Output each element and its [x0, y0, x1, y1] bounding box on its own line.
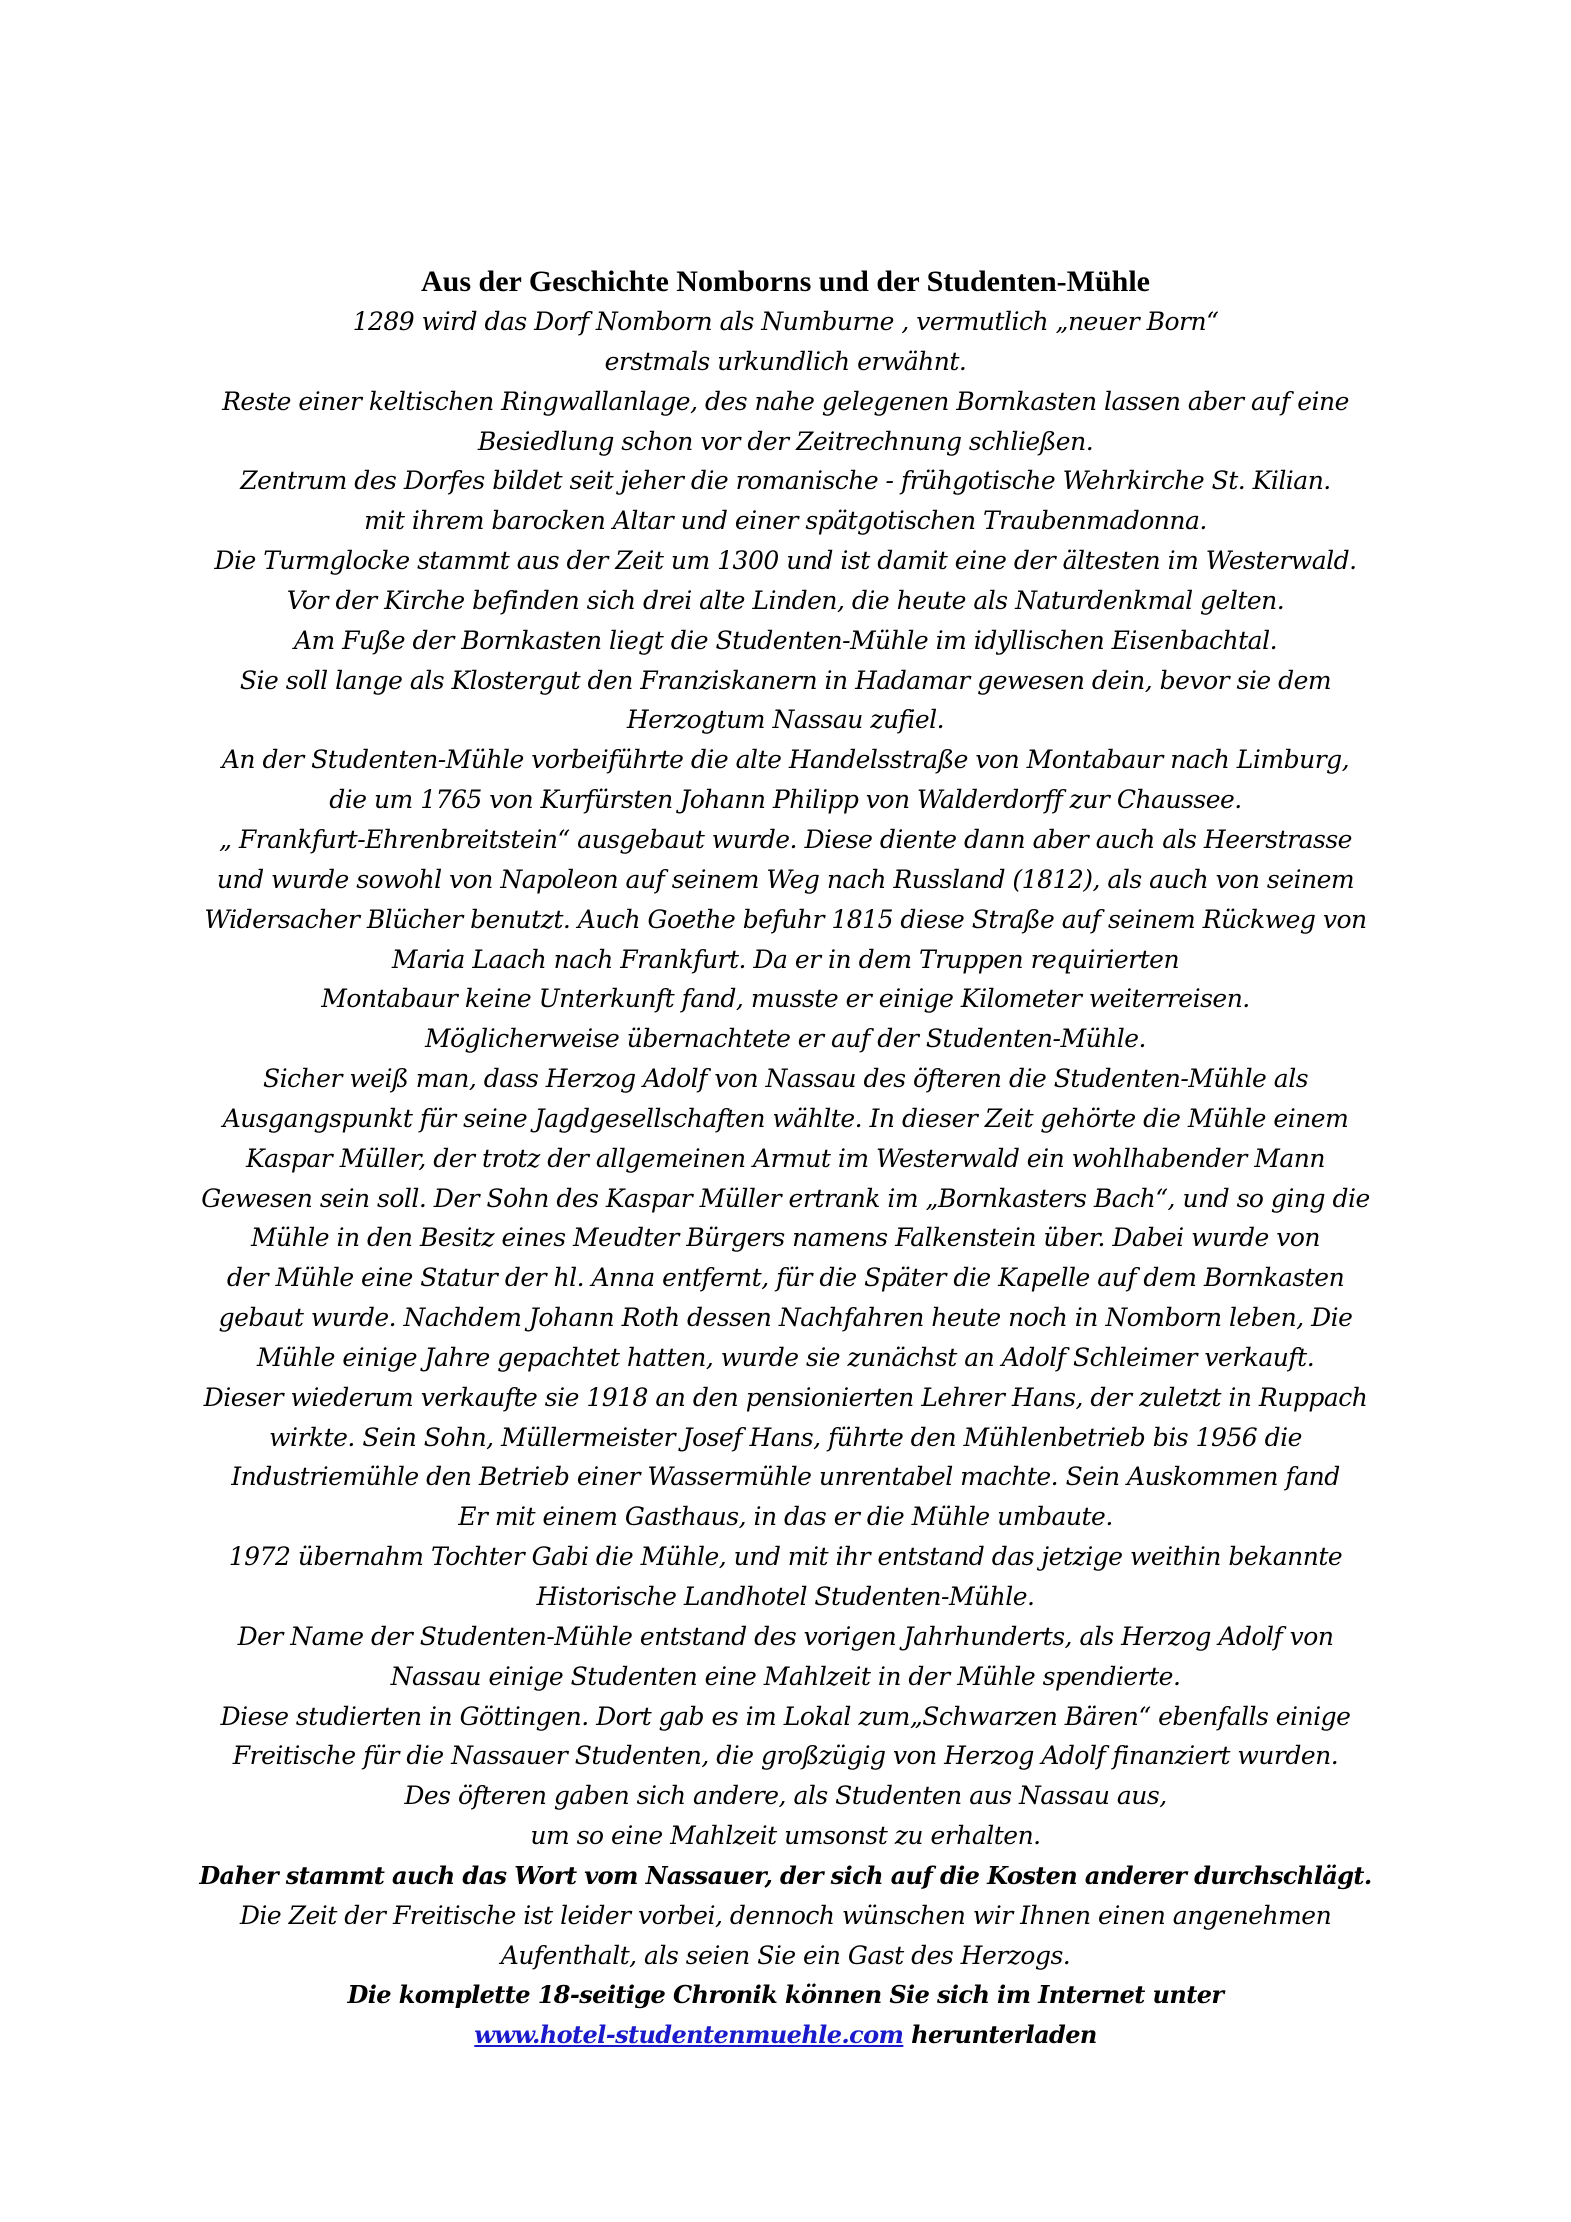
text-line: 1289 wird das Dorf Nomborn als Numburne , vermutlich „neuer Born“: [352, 307, 1219, 336]
download-suffix: herunterladen: [903, 2020, 1097, 2050]
text-line: Sie soll lange als Klostergut den Franziskanern in Hadamar gewesen dein, bevor sie dem: [239, 665, 1332, 695]
chronicle-note: Die komplette 18-seitige Chronik können Sie sich im Internet unter: [347, 1980, 1224, 2010]
text-line: Herzogtum Nassau zufiel.: [626, 705, 945, 735]
text-line: mit ihrem barocken Altar und einer spätgotischen Traubenmadonna.: [364, 506, 1207, 536]
text-line: Möglicherweise übernachtete er auf der Studenten-Mühle.: [424, 1024, 1147, 1054]
text-line: erstmals urkundlich erwähnt.: [604, 346, 967, 376]
text-line: Freitische für die Nassauer Studenten, die großzügig von Herzog Adolf finanziert wurden.: [232, 1741, 1339, 1771]
text-line: Die Turmglocke stammt aus der Zeit um 1300 und ist damit eine der ältesten im Westerwald.: [214, 546, 1357, 576]
text-line: Kaspar Müller, der trotz der allgemeinen Armut im Westerwald ein wohlhabender Mann: [245, 1143, 1325, 1173]
text-line: Mühle einige Jahre gepachtet hatten, wurde sie zunächst an Adolf Schleimer verkauft.: [256, 1342, 1315, 1372]
text-line: An der Studenten-Mühle vorbeiführte die alte Handelsstraße von Montabaur nach Limburg,: [221, 745, 1350, 775]
text-line: Aufenthalt, als seien Sie ein Gast des Herzogs.: [500, 1940, 1071, 1970]
text-line: Sicher weiß man, dass Herzog Adolf von Nassau des öfteren die Studenten-Mühle als: [262, 1064, 1309, 1094]
text-line: Industriemühle den Betrieb einer Wassermühle unrentabel machte. Sein Auskommen fand: [231, 1462, 1340, 1492]
history-text: [150, 302, 1421, 1856]
text-line: Montabaur keine Unterkunft fand, musste er einige Kilometer weiterreisen.: [321, 984, 1250, 1014]
text-line: Er mit einem Gasthaus, in das er die Mühle umbaute.: [458, 1502, 1113, 1532]
text-line: Der Name der Studenten-Mühle entstand des vorigen Jahrhunderts, als Herzog Adolf von: [237, 1621, 1334, 1651]
text-line: „ Frankfurt-Ehrenbreitstein“ ausgebaut wurde. Diese diente dann aber auch als Heerstrasse: [219, 824, 1352, 854]
document-body: [150, 262, 1421, 2055]
text-line: Die Zeit der Freitische ist leider vorbei, dennoch wünschen wir Ihnen einen angenehmen: [239, 1900, 1332, 1930]
text-line: 1972 übernahm Tochter Gabi die Mühle, und mit ihr entstand das jetzige weithin bekannte: [228, 1542, 1343, 1572]
text-line: um so eine Mahlzeit umsonst zu erhalten.: [530, 1821, 1041, 1851]
text-line: Am Fuße der Bornkasten liegt die Studenten-Mühle im idyllischen Eisenbachtal.: [293, 625, 1278, 655]
text-line: Ausgangspunkt für seine Jagdgesellschaften wählte. In dieser Zeit gehörte die Mühle einem: [222, 1103, 1349, 1133]
website-link[interactable]: www.hotel-studentenmuehle.com: [474, 2020, 904, 2050]
text-line: Nassau einige Studenten eine Mahlzeit in der Mühle spendierte.: [390, 1661, 1181, 1691]
text-line: und wurde sowohl von Napoleon auf seinem Weg nach Russland (1812), als auch von seinem: [216, 864, 1355, 894]
text-line: gebaut wurde. Nachdem Johann Roth dessen Nachfahren heute noch in Nomborn leben, Die: [218, 1303, 1353, 1333]
text-line: die um 1765 von Kurfürsten Johann Philipp von Walderdorff zur Chaussee.: [329, 785, 1242, 815]
text-line: Reste einer keltischen Ringwallanlage, des nahe gelegenen Bornkasten lassen aber auf eine: [222, 386, 1349, 416]
text-line: Besiedlung schon vor der Zeitrechnung schließen.: [477, 426, 1094, 456]
text-line: Mühle in den Besitz eines Meudter Bürgers namens Falkenstein über. Dabei wurde von: [250, 1223, 1321, 1253]
text-line: Zentrum des Dorfes bildet seit jeher die romanische - frühgotische Wehrkirche St. Kilian.: [240, 466, 1331, 496]
text-line: wirkte. Sein Sohn, Müllermeister Josef Hans, führte den Mühlenbetrieb bis 1956 die: [269, 1422, 1302, 1452]
closing-text: [150, 1896, 1421, 1976]
text-line: Gewesen sein soll. Der Sohn des Kaspar Müller ertrank im „Bornkasters Bach“, und so ging die: [201, 1183, 1370, 1213]
download-line: [150, 2015, 1421, 2055]
text-line: Diese studierten in Göttingen. Dort gab es im Lokal zum„Schwarzen Bären“ ebenfalls einige: [220, 1701, 1351, 1731]
nassauer-saying: Daher stammt auch das Wort vom Nassauer, der sich auf die Kosten anderer durchschlägt.: [199, 1860, 1372, 1890]
text-line: Maria Laach nach Frankfurt. Da er in dem Truppen requirierten: [391, 944, 1180, 974]
text-line: Des öfteren gaben sich andere, als Studenten aus Nassau aus,: [404, 1781, 1167, 1811]
text-line: Historische Landhotel Studenten-Mühle.: [536, 1582, 1035, 1611]
text-line: Vor der Kirche befinden sich drei alte Linden, die heute als Naturdenkmal gelten.: [286, 585, 1285, 615]
text-line: der Mühle eine Statur der hl. Anna entfernt, für die Später die Kapelle auf dem Bornkasten: [226, 1263, 1345, 1293]
text-line: Widersacher Blücher benutzt. Auch Goethe befuhr 1815 diese Straße auf seinem Rückweg von: [204, 904, 1367, 934]
text-line: Dieser wiederum verkaufte sie 1918 an den pensionierten Lehrer Hans, der zuletzt in Ruppach: [203, 1382, 1368, 1412]
document-title: Aus der Geschichte Nomborns und der Studenten-Mühle: [421, 265, 1150, 298]
